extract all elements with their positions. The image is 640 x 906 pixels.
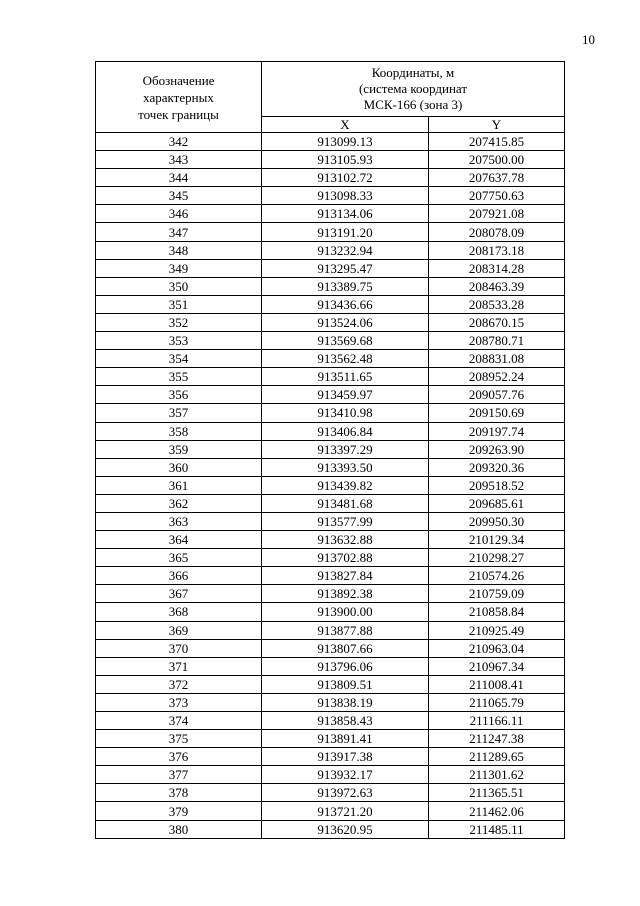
point-cell: 361 bbox=[96, 476, 262, 494]
y-cell: 211301.62 bbox=[429, 766, 565, 784]
x-cell: 913900.00 bbox=[262, 603, 429, 621]
table-row bbox=[96, 332, 565, 350]
y-cell: 208831.08 bbox=[429, 350, 565, 368]
y-cell: 210925.49 bbox=[429, 621, 565, 639]
y-cell: 211065.79 bbox=[429, 693, 565, 711]
table-row bbox=[96, 223, 565, 241]
table-row bbox=[96, 476, 565, 494]
coordinates-table bbox=[95, 61, 565, 839]
table-row bbox=[96, 748, 565, 766]
y-cell: 209518.52 bbox=[429, 476, 565, 494]
x-cell: 913511.65 bbox=[262, 368, 429, 386]
x-cell: 913702.88 bbox=[262, 549, 429, 567]
x-cell: 913932.17 bbox=[262, 766, 429, 784]
table-row bbox=[96, 693, 565, 711]
table-row bbox=[96, 494, 565, 512]
table-row bbox=[96, 603, 565, 621]
coordinates-line-1: Координаты, м bbox=[371, 64, 455, 80]
x-cell: 913232.94 bbox=[262, 241, 429, 259]
point-cell: 358 bbox=[96, 422, 262, 440]
table-row bbox=[96, 205, 565, 223]
point-cell: 357 bbox=[96, 404, 262, 422]
table-row bbox=[96, 784, 565, 802]
table-row bbox=[96, 404, 565, 422]
point-cell: 346 bbox=[96, 205, 262, 223]
point-cell: 348 bbox=[96, 241, 262, 259]
point-cell: 371 bbox=[96, 657, 262, 675]
table-row bbox=[96, 531, 565, 549]
table-row bbox=[96, 350, 565, 368]
point-cell: 367 bbox=[96, 585, 262, 603]
x-cell: 913099.13 bbox=[262, 133, 429, 151]
point-label-header bbox=[96, 62, 262, 133]
table-row bbox=[96, 277, 565, 295]
y-cell: 207637.78 bbox=[429, 169, 565, 187]
y-cell: 211008.41 bbox=[429, 675, 565, 693]
point-cell: 360 bbox=[96, 458, 262, 476]
table-row bbox=[96, 440, 565, 458]
point-cell: 370 bbox=[96, 639, 262, 657]
point-cell: 379 bbox=[96, 802, 262, 820]
x-cell: 913721.20 bbox=[262, 802, 429, 820]
point-label-line-1: Обозначение bbox=[142, 72, 215, 88]
table-row bbox=[96, 422, 565, 440]
table-row bbox=[96, 313, 565, 331]
y-cell: 211166.11 bbox=[429, 712, 565, 730]
x-cell: 913632.88 bbox=[262, 531, 429, 549]
x-cell: 913838.19 bbox=[262, 693, 429, 711]
x-cell: 913481.68 bbox=[262, 494, 429, 512]
table-row bbox=[96, 295, 565, 313]
point-label-line-2: характерных bbox=[143, 89, 214, 105]
point-cell: 366 bbox=[96, 567, 262, 585]
x-cell: 913917.38 bbox=[262, 748, 429, 766]
x-cell: 913569.68 bbox=[262, 332, 429, 350]
y-cell: 210574.26 bbox=[429, 567, 565, 585]
point-cell: 350 bbox=[96, 277, 262, 295]
point-cell: 342 bbox=[96, 133, 262, 151]
x-cell: 913102.72 bbox=[262, 169, 429, 187]
x-header: X bbox=[262, 116, 429, 132]
x-cell: 913972.63 bbox=[262, 784, 429, 802]
point-cell: 378 bbox=[96, 784, 262, 802]
coordinates-header bbox=[262, 62, 565, 117]
x-cell: 913807.66 bbox=[262, 639, 429, 657]
x-cell: 913577.99 bbox=[262, 512, 429, 530]
table-row bbox=[96, 820, 565, 838]
y-cell: 209320.36 bbox=[429, 458, 565, 476]
point-label-line-3: точек границы bbox=[138, 106, 219, 122]
point-cell: 347 bbox=[96, 223, 262, 241]
table-body bbox=[96, 133, 565, 839]
y-cell: 211365.51 bbox=[429, 784, 565, 802]
x-cell: 913393.50 bbox=[262, 458, 429, 476]
table-row bbox=[96, 766, 565, 784]
table-row bbox=[96, 657, 565, 675]
point-cell: 373 bbox=[96, 693, 262, 711]
point-cell: 352 bbox=[96, 313, 262, 331]
x-cell: 913295.47 bbox=[262, 259, 429, 277]
table-row bbox=[96, 151, 565, 169]
y-cell: 209057.76 bbox=[429, 386, 565, 404]
table-row bbox=[96, 512, 565, 530]
point-cell: 351 bbox=[96, 295, 262, 313]
point-cell: 359 bbox=[96, 440, 262, 458]
table-row bbox=[96, 241, 565, 259]
y-cell: 208670.15 bbox=[429, 313, 565, 331]
table-row bbox=[96, 567, 565, 585]
y-cell: 207921.08 bbox=[429, 205, 565, 223]
table-row bbox=[96, 730, 565, 748]
point-cell: 377 bbox=[96, 766, 262, 784]
point-cell: 343 bbox=[96, 151, 262, 169]
x-cell: 913406.84 bbox=[262, 422, 429, 440]
point-cell: 353 bbox=[96, 332, 262, 350]
y-header: Y bbox=[429, 116, 565, 132]
y-cell: 210967.34 bbox=[429, 657, 565, 675]
point-cell: 365 bbox=[96, 549, 262, 567]
y-cell: 210298.27 bbox=[429, 549, 565, 567]
x-cell: 913439.82 bbox=[262, 476, 429, 494]
x-cell: 913827.84 bbox=[262, 567, 429, 585]
y-cell: 208780.71 bbox=[429, 332, 565, 350]
table-row bbox=[96, 585, 565, 603]
table-row bbox=[96, 133, 565, 151]
x-cell: 913620.95 bbox=[262, 820, 429, 838]
y-cell: 208314.28 bbox=[429, 259, 565, 277]
point-cell: 376 bbox=[96, 748, 262, 766]
table-row bbox=[96, 458, 565, 476]
y-cell: 208078.09 bbox=[429, 223, 565, 241]
table-row bbox=[96, 386, 565, 404]
y-cell: 211485.11 bbox=[429, 820, 565, 838]
x-cell: 913098.33 bbox=[262, 187, 429, 205]
x-cell: 913436.66 bbox=[262, 295, 429, 313]
y-cell: 208463.39 bbox=[429, 277, 565, 295]
point-cell: 380 bbox=[96, 820, 262, 838]
y-cell: 209950.30 bbox=[429, 512, 565, 530]
table-row bbox=[96, 368, 565, 386]
y-cell: 210963.04 bbox=[429, 639, 565, 657]
point-cell: 344 bbox=[96, 169, 262, 187]
table-row bbox=[96, 621, 565, 639]
point-cell: 354 bbox=[96, 350, 262, 368]
point-cell: 349 bbox=[96, 259, 262, 277]
x-cell: 913891.41 bbox=[262, 730, 429, 748]
y-cell: 211247.38 bbox=[429, 730, 565, 748]
y-cell: 210759.09 bbox=[429, 585, 565, 603]
table-row bbox=[96, 802, 565, 820]
point-cell: 374 bbox=[96, 712, 262, 730]
y-cell: 209263.90 bbox=[429, 440, 565, 458]
x-cell: 913524.06 bbox=[262, 313, 429, 331]
point-cell: 362 bbox=[96, 494, 262, 512]
y-cell: 209197.74 bbox=[429, 422, 565, 440]
table-row bbox=[96, 169, 565, 187]
y-cell: 208533.28 bbox=[429, 295, 565, 313]
y-cell: 207500.00 bbox=[429, 151, 565, 169]
y-cell: 210858.84 bbox=[429, 603, 565, 621]
table-row bbox=[96, 187, 565, 205]
point-cell: 356 bbox=[96, 386, 262, 404]
point-cell: 363 bbox=[96, 512, 262, 530]
coordinates-line-2: (система координат bbox=[358, 80, 468, 96]
x-cell: 913562.48 bbox=[262, 350, 429, 368]
x-cell: 913809.51 bbox=[262, 675, 429, 693]
table-row bbox=[96, 639, 565, 657]
x-cell: 913459.97 bbox=[262, 386, 429, 404]
y-cell: 211462.06 bbox=[429, 802, 565, 820]
x-cell: 913105.93 bbox=[262, 151, 429, 169]
x-cell: 913892.38 bbox=[262, 585, 429, 603]
page-number: 10 bbox=[582, 32, 595, 47]
x-cell: 913134.06 bbox=[262, 205, 429, 223]
point-cell: 369 bbox=[96, 621, 262, 639]
y-cell: 208952.24 bbox=[429, 368, 565, 386]
y-cell: 209150.69 bbox=[429, 404, 565, 422]
y-cell: 207415.85 bbox=[429, 133, 565, 151]
x-cell: 913410.98 bbox=[262, 404, 429, 422]
table-row bbox=[96, 675, 565, 693]
point-cell: 375 bbox=[96, 730, 262, 748]
x-cell: 913191.20 bbox=[262, 223, 429, 241]
point-cell: 368 bbox=[96, 603, 262, 621]
x-cell: 913858.43 bbox=[262, 712, 429, 730]
x-cell: 913397.29 bbox=[262, 440, 429, 458]
point-cell: 364 bbox=[96, 531, 262, 549]
table-row bbox=[96, 712, 565, 730]
x-cell: 913389.75 bbox=[262, 277, 429, 295]
table-row bbox=[96, 259, 565, 277]
point-cell: 372 bbox=[96, 675, 262, 693]
y-cell: 211289.65 bbox=[429, 748, 565, 766]
y-cell: 207750.63 bbox=[429, 187, 565, 205]
y-cell: 209685.61 bbox=[429, 494, 565, 512]
table-row bbox=[96, 549, 565, 567]
x-cell: 913796.06 bbox=[262, 657, 429, 675]
header-row bbox=[96, 62, 565, 117]
x-cell: 913877.88 bbox=[262, 621, 429, 639]
point-cell: 355 bbox=[96, 368, 262, 386]
y-cell: 208173.18 bbox=[429, 241, 565, 259]
y-cell: 210129.34 bbox=[429, 531, 565, 549]
point-cell: 345 bbox=[96, 187, 262, 205]
coordinates-line-3: МСК-166 (зона 3) bbox=[363, 96, 463, 112]
